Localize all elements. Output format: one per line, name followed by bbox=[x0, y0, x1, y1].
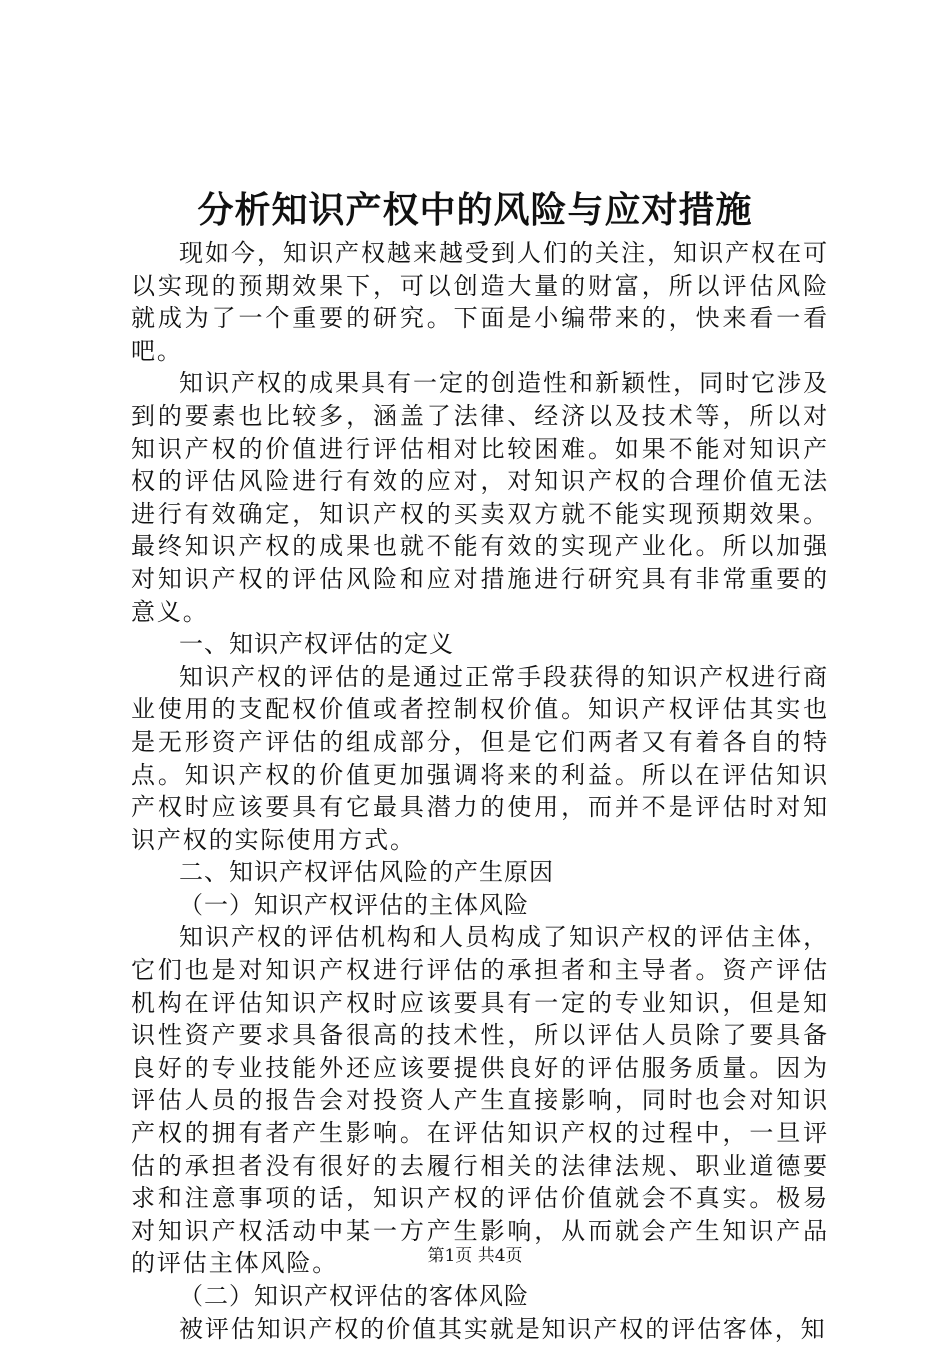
paragraph-background: 知识产权的成果具有一定的创造性和新颖性，同时它涉及到的要素也比较多，涵盖了法律、经济以及技术等，所以对知识产权的价值进行评估相对比较困难。如果不能对知识产权的评估风险进行有效的应对，对知识产权的合理价值无法进行有效确定，知识产权的买卖双方就不能实现预期效果。最终知识产权的成果也就不能有效的实现产业化。所以加强对知识产权的评估风险和应对措施进行研究具有非常重要的意义。 bbox=[131, 369, 829, 626]
section-heading-definition: 一、知识产权评估的定义 bbox=[179, 630, 454, 659]
page-footer: 第1页 共4页 bbox=[427, 1246, 523, 1266]
paragraph-object-risk: 被评估知识产权的价值其实就是知识产权的评估客体，知 bbox=[179, 1314, 827, 1343]
document-body bbox=[131, 237, 829, 1345]
subsection-heading-object-risk: （二）知识产权评估的客体风险 bbox=[179, 1282, 529, 1310]
paragraph-definition: 知识产权的评估的是通过正常手段获得的知识产权进行商业使用的支配权价值或者控制权价值。知识产权评估其实也是无形资产评估的组成部分，但是它们两者又有着各自的特点。知识产权的价值更加强调将来的利益。所以在评估知识产权时应该要具有它最具潜力的使用，而并不是评估时对知识产权的实际使用方式。 bbox=[131, 662, 829, 854]
paragraph-intro: 现如今，知识产权越来越受到人们的关注，知识产权在可以实现的预期效果下，可以创造大量的财富，所以评估风险就成为了一个重要的研究。下面是小编带来的，快来看一看吧。 bbox=[131, 239, 829, 365]
subsection-heading-subject-risk: （一）知识产权评估的主体风险 bbox=[179, 890, 529, 919]
paragraph-subject-risk: 知识产权的评估机构和人员构成了知识产权的评估主体，它们也是对知识产权进行评估的承担者和主导者。资产评估机构在评估知识产权时应该要具有一定的专业知识，但是知识性资产要求具备很高的技术性，所以评估人员除了要具备良好的专业技能外还应该要提供良好的评估服务质量。因为评估人员的报告会对投资人产生直接影响，同时也会对知识产权的拥有者产生影响。在评估知识产权的过程中，一旦评估的承担者没有很好的去履行相关的法律法规、职业道德要求和注意事项的话，知识产权的评估价值就会不真实。极易对知识产权活动中某一方产生影响，从而就会产生知识产品的评估主体风险。 bbox=[131, 923, 829, 1278]
section-heading-risk-causes: 二、知识产权评估风险的产生原因 bbox=[179, 858, 554, 887]
document-title: 分析知识产权中的风险与应对措施 bbox=[197, 189, 753, 231]
